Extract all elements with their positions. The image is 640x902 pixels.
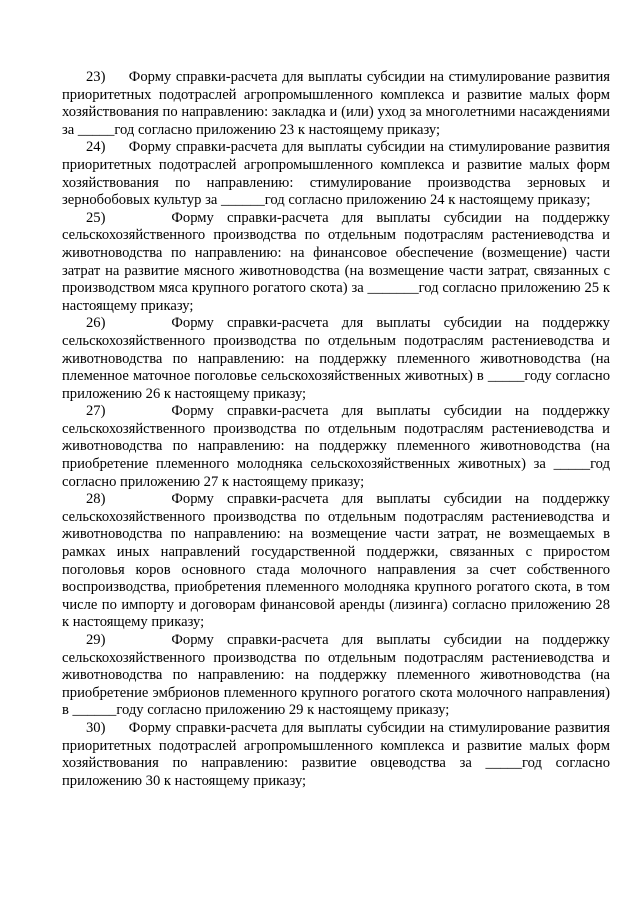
list-item: [62, 632, 610, 720]
item-text: Форму справки-расчета для выплаты субсидии на поддержку сельскохозяйственного производства по отдельным подотраслям растениеводства и животноводства по направлению: на поддержку племенного животноводства (на племенное маточное поголовье сельскохозяйственных животных) в _____году согласно приложению 26 к настоящему приказу;: [62, 315, 610, 402]
item-text: Форму справки-расчета для выплаты субсидии на поддержку сельскохозяйственного производства по отдельным подотраслям растениеводства и животноводства по направлению: на финансовое обеспечение (возмещение) части затрат на развитие мясного животноводства (на возмещение части затрат, связанных с производством мяса крупного рогатого скота) за _______год согласно приложению 25 к настоящему приказу;: [62, 209, 610, 314]
item-text: Форму справки-расчета для выплаты субсидии на стимулирование развития приоритетных подотраслей агропромышленного комплекса и развитие малых форм хозяйствования по направлению: закладка и (или) уход за многолетними насаждениями за _____год согласно приложению 23 к настоящему приказу;: [62, 69, 610, 138]
list-item: [62, 720, 610, 790]
list-item: [62, 139, 610, 209]
document-page: [62, 69, 610, 790]
item-number: 28): [86, 491, 106, 508]
item-number: 29): [86, 632, 106, 648]
item-number: 27): [86, 403, 106, 420]
item-text: Форму справки-расчета для выплаты субсидии на поддержку сельскохозяйственного производства по отдельным подотраслям растениеводства и животноводства по направлению: на поддержку племенного животноводства (на приобретение племенного молодняка сельскохозяйственных животных) за _____год согласно приложению 27 к настоящему приказу;: [62, 403, 610, 490]
item-text: Форму справки-расчета для выплаты субсидии на стимулирование развития приоритетных подотраслей агропромышленного комплекса и развитие малых форм хозяйствования по направлению: развитие овцеводства за _____год согласно приложению 30 к настоящему приказу;: [62, 719, 610, 789]
item-text: Форму справки-расчета для выплаты субсидии на стимулирование развития приоритетных подотраслей агропромышленного комплекса и развитие малых форм хозяйствования по направлению: стимулирование производства зерновых и зернобобовых культур за ______год согласно приложению 24 к настоящему приказу;: [62, 139, 610, 209]
item-text: Форму справки-расчета для выплаты субсидии на поддержку сельскохозяйственного производства по отдельным подотраслям растениеводства и животноводства по направлению: на возмещение части затрат, не возмещаемых в рамках иных направлений государственной поддержки, связанных с приростом поголовья коров основного стада молочного направления за счет собственного воспроизводства, приобретения племенного молодняка крупного рогатого скота, в том числе по импорту и договорам финансовой аренды (лизинга) согласно приложению 28 к настоящему приказу;: [62, 491, 610, 631]
list-item: [62, 315, 610, 403]
list-item: [62, 403, 610, 491]
list-item: [62, 491, 610, 632]
item-number: 24): [86, 139, 106, 156]
item-number: 23): [86, 69, 106, 85]
list-item: [62, 69, 610, 139]
item-text: Форму справки-расчета для выплаты субсидии на поддержку сельскохозяйственного производства по отдельным подотраслям растениеводства и животноводства по направлению: на поддержку племенного животноводства (на приобретение эмбрионов племенного крупного рогатого скота молочного направления) в ______году согласно приложению 29 к настоящему приказу;: [62, 632, 610, 719]
item-number: 30): [86, 719, 106, 736]
item-number: 25): [86, 209, 106, 226]
item-number: 26): [86, 315, 106, 332]
list-item: [62, 210, 610, 316]
